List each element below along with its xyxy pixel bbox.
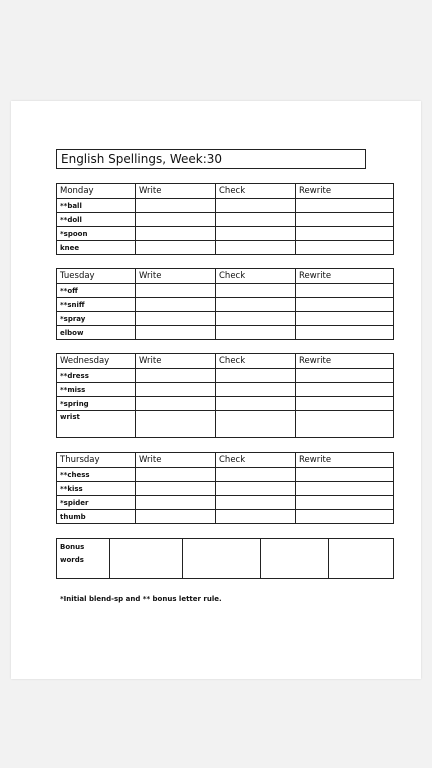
spelling-word: **off [57,284,136,298]
table-header-row [57,354,394,369]
write-cell [136,312,216,326]
write-cell [136,284,216,298]
bonus-cell [110,539,183,579]
write-cell [136,241,216,255]
table-header-row [57,453,394,468]
footnote: *Initial blend-sp and ** bonus letter rule. [60,595,222,603]
rewrite-cell [296,496,394,510]
table-row [57,227,394,241]
day-label: Wednesday [57,354,136,369]
write-header: Write [136,453,216,468]
table-row [57,468,394,482]
check-cell [216,199,296,213]
rewrite-header: Rewrite [296,354,394,369]
table-row [57,369,394,383]
rewrite-cell [296,383,394,397]
check-cell [216,496,296,510]
spelling-word: thumb [57,510,136,524]
rewrite-header: Rewrite [296,453,394,468]
spelling-word: **doll [57,213,136,227]
check-cell [216,284,296,298]
table-row [57,284,394,298]
rewrite-cell [296,213,394,227]
tuesday-table [56,268,394,340]
write-cell [136,397,216,411]
rewrite-cell [296,298,394,312]
check-cell [216,312,296,326]
bonus-words-table [56,538,394,579]
table-row [57,241,394,255]
table-row [57,397,394,411]
table-row [57,298,394,312]
spelling-word: *spray [57,312,136,326]
write-cell [136,411,216,438]
write-cell [136,213,216,227]
check-cell [216,510,296,524]
rewrite-cell [296,482,394,496]
spelling-word: elbow [57,326,136,340]
check-cell [216,213,296,227]
thursday-table [56,452,394,524]
worksheet-page [11,101,421,679]
table-row [57,213,394,227]
rewrite-cell [296,284,394,298]
spelling-word: wrist [57,411,136,438]
table-row [57,383,394,397]
rewrite-cell [296,411,394,438]
check-header: Check [216,354,296,369]
bonus-label-line2: words [60,556,84,564]
check-cell [216,369,296,383]
spelling-word: *spoon [57,227,136,241]
check-cell [216,482,296,496]
check-cell [216,326,296,340]
check-cell [216,298,296,312]
check-header: Check [216,453,296,468]
table-row [57,539,394,579]
write-header: Write [136,184,216,199]
check-cell [216,227,296,241]
check-cell [216,411,296,438]
spelling-word: **miss [57,383,136,397]
table-row [57,312,394,326]
spelling-word: **dress [57,369,136,383]
rewrite-cell [296,227,394,241]
bonus-cell [329,539,394,579]
write-cell [136,510,216,524]
rewrite-header: Rewrite [296,184,394,199]
write-cell [136,383,216,397]
bonus-label-line1: Bonus [60,543,85,551]
rewrite-cell [296,510,394,524]
rewrite-cell [296,199,394,213]
rewrite-cell [296,241,394,255]
table-row [57,496,394,510]
write-cell [136,199,216,213]
check-header: Check [216,269,296,284]
spelling-word: *spider [57,496,136,510]
table-header-row [57,184,394,199]
spelling-word: **kiss [57,482,136,496]
rewrite-cell [296,468,394,482]
spelling-word: **ball [57,199,136,213]
table-row [57,482,394,496]
table-header-row [57,269,394,284]
rewrite-cell [296,397,394,411]
rewrite-cell [296,369,394,383]
write-cell [136,326,216,340]
check-cell [216,241,296,255]
bonus-cell [261,539,329,579]
check-header: Check [216,184,296,199]
spelling-word: *spring [57,397,136,411]
spelling-word: **sniff [57,298,136,312]
write-cell [136,227,216,241]
spelling-word: **chess [57,468,136,482]
table-row [57,411,394,438]
bonus-cell [183,539,261,579]
write-header: Write [136,269,216,284]
write-cell [136,496,216,510]
write-header: Write [136,354,216,369]
check-cell [216,397,296,411]
spelling-word: knee [57,241,136,255]
rewrite-header: Rewrite [296,269,394,284]
bonus-label [57,539,110,579]
write-cell [136,369,216,383]
table-row [57,199,394,213]
rewrite-cell [296,326,394,340]
write-cell [136,482,216,496]
day-label: Thursday [57,453,136,468]
write-cell [136,298,216,312]
check-cell [216,383,296,397]
rewrite-cell [296,312,394,326]
check-cell [216,468,296,482]
write-cell [136,468,216,482]
monday-table [56,183,394,255]
table-row [57,326,394,340]
day-label: Monday [57,184,136,199]
table-row [57,510,394,524]
worksheet-title: English Spellings, Week:30 [56,149,366,169]
wednesday-table [56,353,394,438]
day-label: Tuesday [57,269,136,284]
